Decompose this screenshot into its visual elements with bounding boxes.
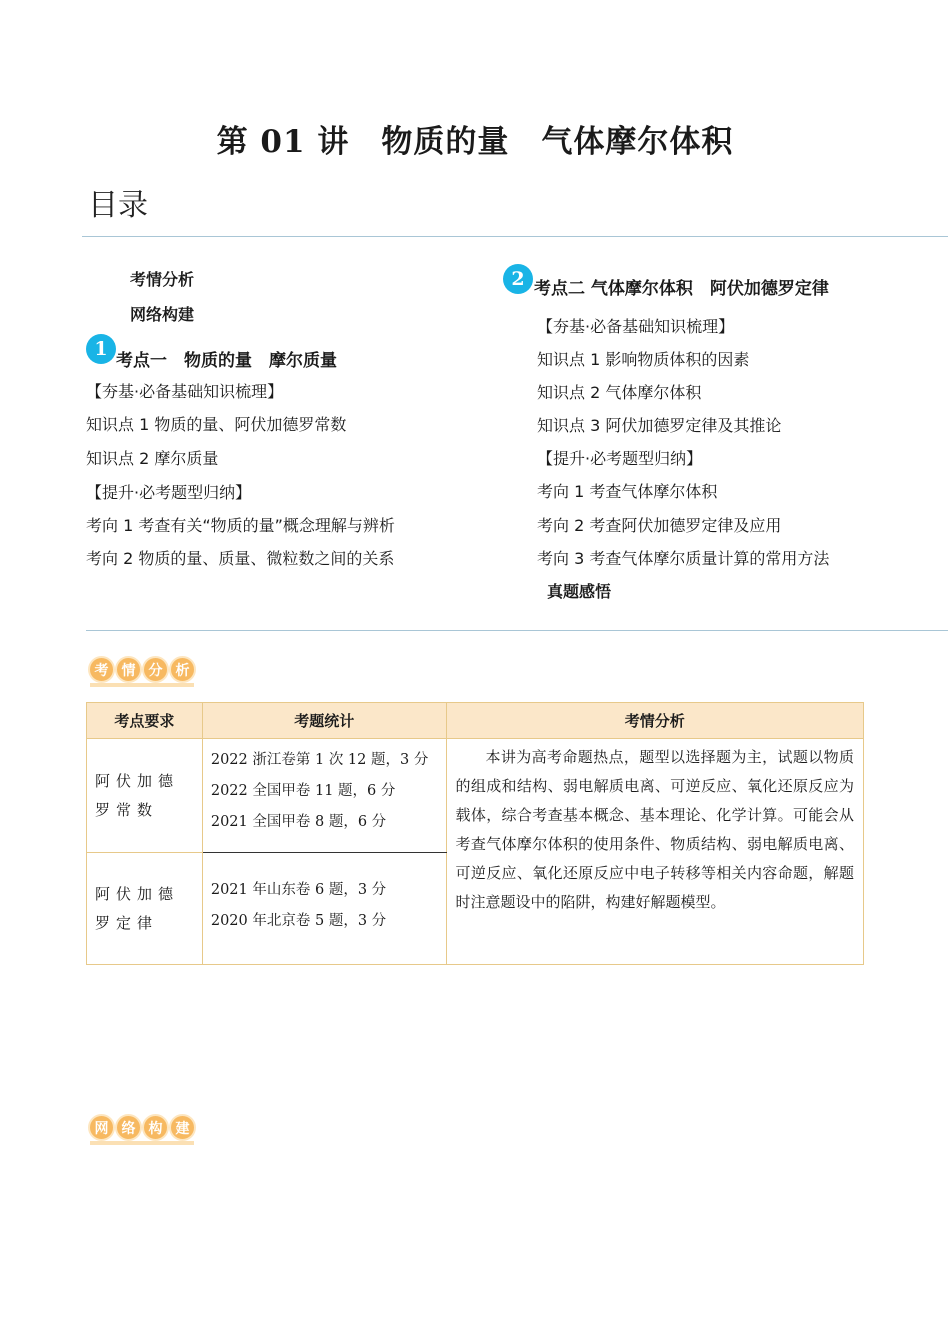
toc-item[interactable]: 考向 2 考查阿伏加德罗定律及应用 xyxy=(537,516,782,535)
toc-item[interactable]: 知识点 1 物质的量、阿伏加德罗常数 xyxy=(86,415,347,434)
divider-top xyxy=(82,236,948,237)
toc-item[interactable]: 考向 1 考查气体摩尔体积 xyxy=(537,482,718,501)
page-title: 第 01 讲 物质的量 气体摩尔体积 xyxy=(216,124,734,160)
stats-cell xyxy=(202,853,446,965)
banner-char: 考 xyxy=(88,656,115,683)
stat-line: 2022 浙江卷第 1 次 12 题，3 分 xyxy=(210,752,429,768)
banner-underline xyxy=(90,1141,194,1145)
banner-char: 情 xyxy=(115,656,142,683)
section-number-badge: 2 xyxy=(503,264,533,294)
toc-item[interactable]: 知识点 3 阿伏加德罗定律及其推论 xyxy=(537,416,782,435)
divider-bottom xyxy=(86,630,948,631)
banner-char: 分 xyxy=(142,656,169,683)
stat-line: 2022 全国甲卷 11 题，6 分 xyxy=(210,783,396,799)
analysis-cell: 本讲为高考命题热点，题型以选择题为主，试题以物质的组成和结构、弱电解质电离、可逆反应、氧化还原反应为载体，综合考查基本概念、基本理论、化学计算。可能会从考查气体摩尔体积的使用条件、物质结构、弱电解质电离、可逆反应、氧化还原反应中电子转移等相关内容命题，解题时注意题设中的陷阱，构建好解题模型。 xyxy=(446,739,863,965)
toc-heading: 目录 xyxy=(88,188,148,223)
toc-item[interactable]: 考向 2 物质的量、质量、微粒数之间的关系 xyxy=(86,549,395,568)
toc-link-real-questions[interactable]: 真题感悟 xyxy=(547,582,612,601)
toc-item[interactable]: 【夯基·必备基础知识梳理】 xyxy=(86,382,284,401)
toc-item[interactable]: 【提升·必考题型归纳】 xyxy=(86,483,252,502)
network-banner xyxy=(88,1114,196,1141)
toc-link-analysis[interactable]: 考情分析 xyxy=(130,270,195,289)
toc-item[interactable]: 【夯基·必备基础知识梳理】 xyxy=(537,317,735,336)
toc-item[interactable]: 知识点 2 摩尔质量 xyxy=(86,449,219,468)
exam-analysis-table xyxy=(86,702,864,965)
stat-line: 2021 年山东卷 6 题，3 分 xyxy=(210,882,387,898)
table-header: 考题统计 xyxy=(202,703,446,739)
banner-char: 构 xyxy=(142,1114,169,1141)
toc-item[interactable]: 考向 1 考查有关“物质的量”概念理解与辨析 xyxy=(86,516,395,535)
toc-item[interactable]: 考向 3 考查气体摩尔质量计算的常用方法 xyxy=(537,549,830,568)
toc-link-section1[interactable]: 考点一 物质的量 摩尔质量 xyxy=(116,351,337,371)
section-number-badge: 1 xyxy=(86,334,116,364)
toc-link-network[interactable]: 网络构建 xyxy=(130,305,195,324)
banner-char: 络 xyxy=(115,1114,142,1141)
analysis-banner xyxy=(88,656,196,683)
table-header-row xyxy=(87,703,864,739)
stat-line: 2021 全国甲卷 8 题，6 分 xyxy=(210,814,387,830)
banner-underline xyxy=(90,683,194,687)
requirement-cell: 阿伏加德罗定律 xyxy=(87,853,203,965)
requirement-cell: 阿伏加德罗常数 xyxy=(87,739,203,853)
toc-item[interactable]: 知识点 2 气体摩尔体积 xyxy=(537,383,702,402)
banner-char: 网 xyxy=(88,1114,115,1141)
banner-char: 建 xyxy=(169,1114,196,1141)
toc-link-section2[interactable]: 考点二 气体摩尔体积 阿伏加德罗定律 xyxy=(534,279,829,299)
stat-line: 2020 年北京卷 5 题，3 分 xyxy=(210,913,387,929)
table-row xyxy=(87,739,864,853)
banner-char: 析 xyxy=(169,656,196,683)
table-header: 考情分析 xyxy=(446,703,863,739)
table-header: 考点要求 xyxy=(87,703,203,739)
stats-cell xyxy=(202,739,446,853)
toc-item[interactable]: 知识点 1 影响物质体积的因素 xyxy=(537,350,750,369)
toc-item[interactable]: 【提升·必考题型归纳】 xyxy=(537,449,703,468)
